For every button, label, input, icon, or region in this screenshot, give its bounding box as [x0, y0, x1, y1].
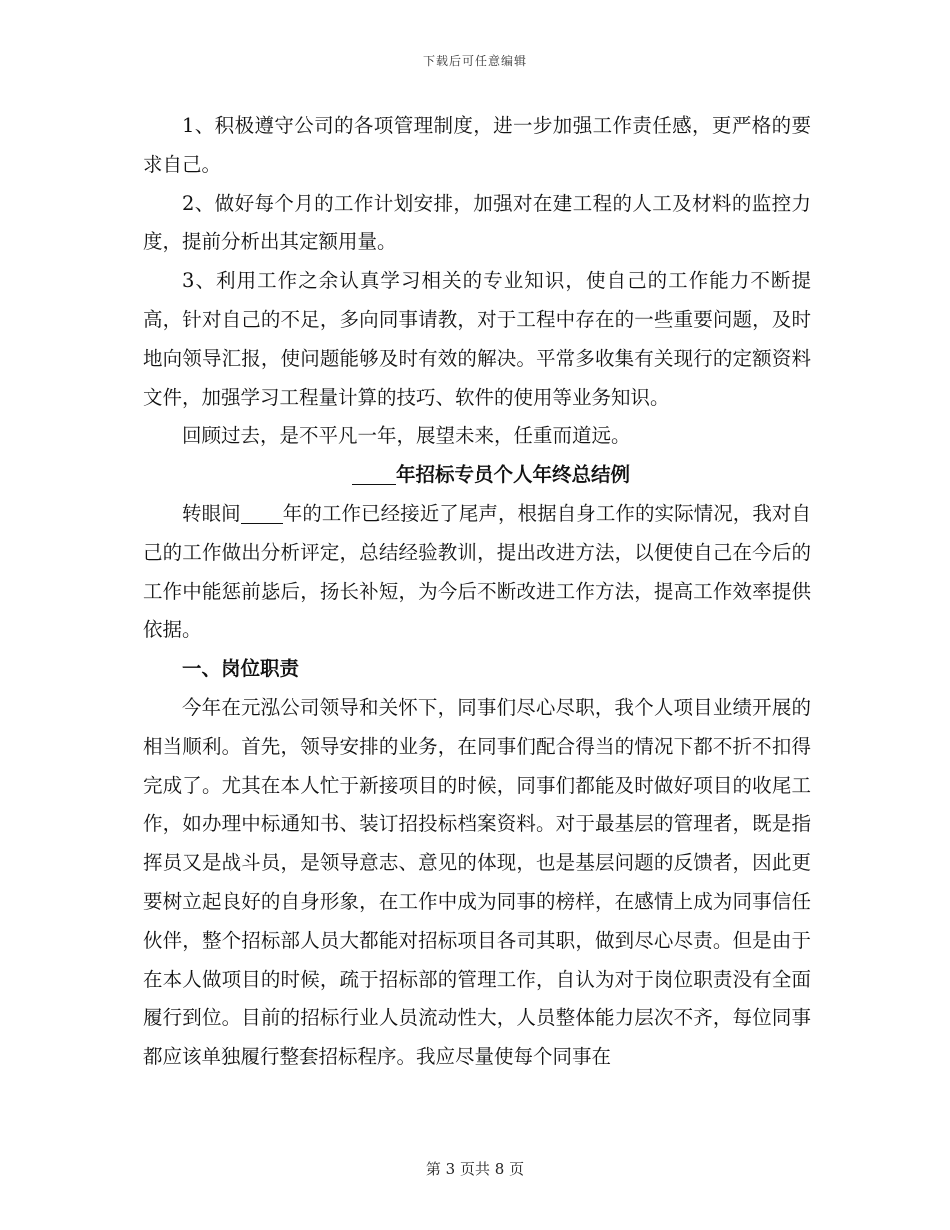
intro-paragraph	[143, 495, 811, 650]
document-title	[143, 456, 811, 495]
page-header: 下载后可任意编辑	[422, 54, 527, 68]
page-footer: 第 3 页共 8 页	[425, 1160, 525, 1178]
section-paragraph: 今年在元泓公司领导和关怀下，同事们尽心尽职，我个人项目业绩开展的相当顺利。首先，领导安排的业务，在同事们配合得当的情况下都不折不扣得完成了。尤其在本人忙于新接项目的时候，同事们都能及时做好项目的收尾工作，如办理中标通知书、装订招投标档案资料。对于最基层的管理者，既是指挥员又是战斗员，是领导意志、意见的体现，也是基层问题的反馈者，因此更要树立起良好的自身形象，在工作中成为同事的榜样，在感情上成为同事信任伙伴，整个招标部人员大都能对招标项目各司其职，做到尽心尽责。但是由于在本人做项目的时候，疏于招标部的管理工作，自认为对于岗位职责没有全面履行到位。目前的招标行业人员流动性大，人员整体能力层次不齐，每位同事都应该单独履行整套招标程序。我应尽量使每个同事在	[143, 695, 811, 1069]
intro-text: 年的工作已经接近了尾声，根据自身工作的实际情况，我对自己的工作做出分析评定，总结经验教训，提出改进方法，以便使自己在今后的工作中能惩前毖后，扬长补短，为今后不断改进工作方法，提高工作效率提供依据。	[143, 501, 811, 642]
intro-prefix: 转眼间	[182, 501, 241, 525]
list-item: 1、积极遵守公司的各项管理制度，进一步加强工作责任感，更严格的要求自己。	[143, 114, 811, 176]
year-blank	[241, 501, 283, 523]
title-text: 年招标专员个人年终总结例	[395, 463, 630, 487]
list-item: 3、利用工作之余认真学习相关的专业知识，使自己的工作能力不断提高，针对自己的不足，多向同事请教，对于工程中存在的一些重要问题，及时地向领导汇报，使问题能够及时有效的解决。平常多收集有关现行的定额资料文件，加强学习工程量计算的技巧、软件的使用等业务知识。	[143, 269, 811, 409]
list-item: 2、做好每个月的工作计划安排，加强对在建工程的人工及材料的监控力度，提前分析出其定额用量。	[143, 191, 811, 254]
closing-paragraph: 回顾过去，是不平凡一年，展望未来，任重而道远。	[182, 424, 631, 448]
section-heading: 一、岗位职责	[182, 657, 300, 681]
document-body	[143, 107, 811, 1077]
year-blank	[352, 463, 396, 485]
